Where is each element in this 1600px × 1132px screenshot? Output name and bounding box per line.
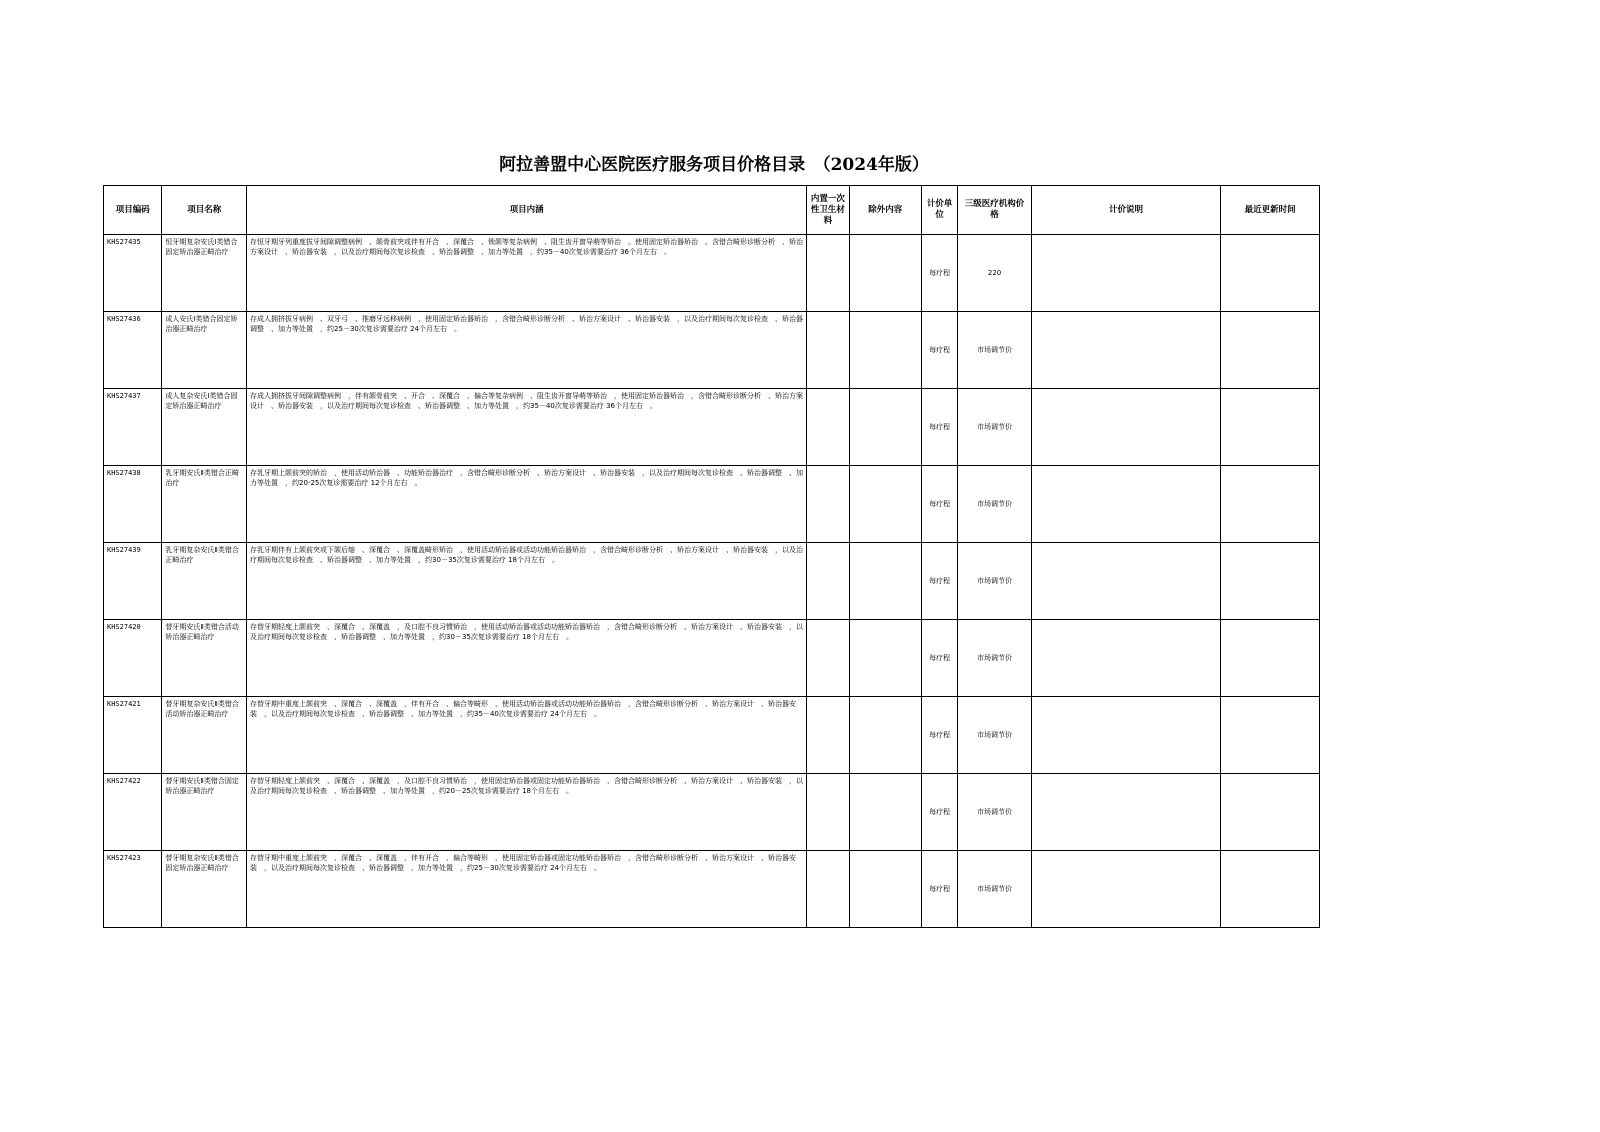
cell-excluded [849,851,922,928]
cell-updated [1221,543,1320,620]
cell-code: KHS27438 [104,466,162,543]
cell-note [1031,543,1220,620]
cell-excluded [849,389,922,466]
cell-content: 存乳牙期伴有上颌前突或下颌后缩 、深覆合 、深覆盖畸形矫治 ，使用活动矫治器或活动功能矫治器矫治 ，含错合畸形诊断分析 、矫治方案设计 、矫治器安装 ，以及治疗期间每次复诊检查 、矫治器调整 、加力等处置 ，约30－35次复诊需要治疗 18个月左右 。 [247,543,807,620]
cell-updated [1221,774,1320,851]
cell-material [807,312,849,389]
cell-note [1031,697,1220,774]
col-header-unit: 计价单位 [922,186,958,235]
cell-price: 市场调节价 [958,389,1032,466]
cell-unit: 每疗程 [922,697,958,774]
cell-price: 市场调节价 [958,312,1032,389]
cell-price: 市场调节价 [958,774,1032,851]
cell-updated [1221,312,1320,389]
cell-code: KHS27423 [104,851,162,928]
cell-name: 成人复杂安氏Ⅰ类错合固定矫治器正畸治疗 [162,389,247,466]
table-row [104,774,1320,851]
table-row [104,235,1320,312]
col-header-content: 项目内涵 [247,186,807,235]
price-table [103,185,1320,928]
cell-updated [1221,851,1320,928]
cell-code: KHS27435 [104,235,162,312]
cell-material [807,235,849,312]
cell-material [807,466,849,543]
cell-note [1031,389,1220,466]
table-body [104,235,1320,928]
table-row [104,620,1320,697]
cell-excluded [849,774,922,851]
cell-name: 替牙期安氏Ⅱ类错合固定矫治器正畸治疗 [162,774,247,851]
cell-material [807,697,849,774]
cell-code: KHS27436 [104,312,162,389]
cell-note [1031,851,1220,928]
cell-price: 市场调节价 [958,543,1032,620]
cell-material [807,389,849,466]
table-row [104,389,1320,466]
cell-content: 存替牙期中重度上颌前突 、深覆合 、深覆盖 ，伴有开合 、偏合等畸形 ，使用活动矫治器或活动功能矫治器矫治 ，含错合畸形诊断分析 、矫治方案设计 、矫治器安装 ，以及治疗期间每次复诊检查 、矫治器调整 、加力等处置 ，约35－40次复诊需要治疗 24个月左右 。 [247,697,807,774]
cell-unit: 每疗程 [922,851,958,928]
table-row [104,543,1320,620]
cell-excluded [849,697,922,774]
cell-price: 市场调节价 [958,697,1032,774]
cell-updated [1221,697,1320,774]
col-header-excluded: 除外内容 [849,186,922,235]
cell-content: 存替牙期轻度上颌前突 、深覆合 、深覆盖 ，及口腔不良习惯矫治 ，使用固定矫治器或固定功能矫治器矫治 ，含错合畸形诊断分析 、矫治方案设计 、矫治器安装 ，以及治疗期间每次复诊检查 、矫治器调整 、加力等处置 ，约20－25次复诊需要治疗 18个月左右 。 [247,774,807,851]
cell-updated [1221,389,1320,466]
cell-name: 成人安氏Ⅰ类错合固定矫治器正畸治疗 [162,312,247,389]
cell-unit: 每疗程 [922,774,958,851]
col-header-price: 三级医疗机构价格 [958,186,1032,235]
cell-unit: 每疗程 [922,620,958,697]
cell-unit: 每疗程 [922,466,958,543]
col-header-note: 计价说明 [1031,186,1220,235]
cell-note [1031,466,1220,543]
cell-excluded [849,466,922,543]
col-header-material: 内置一次性卫生材料 [807,186,849,235]
cell-unit: 每疗程 [922,389,958,466]
cell-name: 替牙期复杂安氏Ⅱ类错合活动矫治器正畸治疗 [162,697,247,774]
cell-note [1031,774,1220,851]
cell-updated [1221,466,1320,543]
col-header-code: 项目编码 [104,186,162,235]
cell-code: KHS27437 [104,389,162,466]
cell-excluded [849,543,922,620]
cell-content: 存替牙期轻度上颌前突 、深覆合 、深覆盖 ，及口腔不良习惯矫治 ，使用活动矫治器或活动功能矫治器矫治 ，含错合畸形诊断分析 、矫治方案设计 、矫治器安装 ，以及治疗期间每次复诊检查 、矫治器调整 、加力等处置 ，约30－35次复诊需要治疗 18个月左右 。 [247,620,807,697]
cell-price: 市场调节价 [958,620,1032,697]
cell-excluded [849,312,922,389]
cell-name: 恒牙期复杂安氏Ⅰ类错合固定矫治器正畸治疗 [162,235,247,312]
cell-code: KHS27420 [104,620,162,697]
table-header-row [104,186,1320,235]
table-row [104,312,1320,389]
cell-unit: 每疗程 [922,312,958,389]
cell-updated [1221,620,1320,697]
table-row [104,697,1320,774]
cell-updated [1221,235,1320,312]
cell-content: 存成人拥挤拔牙间隙调整病例 ，伴有颌骨前突 、开合 、深覆合 、偏合等复杂病例 、阻生齿开窗导萌等矫治 ，使用固定矫治器矫治 ，含错合畸形诊断分析 、矫治方案设计 、矫治器安装 ，以及治疗期间每次复诊检查 、矫治器调整 、加力等处置 ，约35－40次复诊需要治疗 36个月左右 。 [247,389,807,466]
cell-note [1031,312,1220,389]
cell-excluded [849,620,922,697]
cell-unit: 每疗程 [922,235,958,312]
cell-excluded [849,235,922,312]
cell-note [1031,620,1220,697]
cell-material [807,851,849,928]
cell-content: 存成人拥挤拔牙病例 、双牙弓 、推磨牙远移病例 ，使用固定矫治器矫治 ，含错合畸形诊断分析 、矫治方案设计 、矫治器安装 ，以及治疗期间每次复诊检查 、矫治器调整 、加力等处置 ，约25－30次复诊需要治疗 24个月左右 。 [247,312,807,389]
cell-price: 220 [958,235,1032,312]
page-title: 阿拉善盟中心医院医疗服务项目价格目录 （2024年版） [499,155,929,175]
cell-name: 乳牙期复杂安氏Ⅱ类错合正畸治疗 [162,543,247,620]
cell-material [807,774,849,851]
table-row [104,851,1320,928]
cell-note [1031,235,1220,312]
cell-name: 乳牙期安氏Ⅱ类错合正畸治疗 [162,466,247,543]
cell-price: 市场调节价 [958,466,1032,543]
table-row [104,466,1320,543]
cell-material [807,620,849,697]
cell-name: 替牙期安氏Ⅱ类错合活动矫治器正畸治疗 [162,620,247,697]
cell-content: 存替牙期中重度上颌前突 、深覆合 、深覆盖 ，伴有开合 、偏合等畸形 ，使用固定矫治器或固定功能矫治器矫治 ，含错合畸形诊断分析 、矫治方案设计 、矫治器安装 ，以及治疗期间每次复诊检查 、矫治器调整 、加力等处置 ，约25－30次复诊需要治疗 24个月左右 。 [247,851,807,928]
col-header-updated: 最近更新时间 [1221,186,1320,235]
cell-content: 存恒牙期牙列重度拔牙间隙调整病例 、颌骨前突或伴有开合 、深覆合 、锁颌等复杂病例 、阻生齿开窗导萌等矫治 。使用固定矫治器矫治 。含错合畸形诊断分析 、矫治方案设计 、矫治器安装 ，以及治疗期间每次复诊检查 、矫治器调整 、加力等处置 ，约35－40次复诊需要治疗 36个月左右 。 [247,235,807,312]
cell-code: KHS27421 [104,697,162,774]
cell-content: 存乳牙期上颌前突的矫治 ，使用活动矫治器 、功能矫治器治疗 ，含错合畸形诊断分析 、矫治方案设计 、矫治器安装 ，以及治疗期间每次复诊检查 、矫治器调整 、加力等处置 ，约20-25次复诊需要治疗 12个月左右 。 [247,466,807,543]
cell-code: KHS27439 [104,543,162,620]
cell-code: KHS27422 [104,774,162,851]
col-header-name: 项目名称 [162,186,247,235]
cell-unit: 每疗程 [922,543,958,620]
cell-material [807,543,849,620]
cell-price: 市场调节价 [958,851,1032,928]
cell-name: 替牙期复杂安氏Ⅱ类错合固定矫治器正畸治疗 [162,851,247,928]
